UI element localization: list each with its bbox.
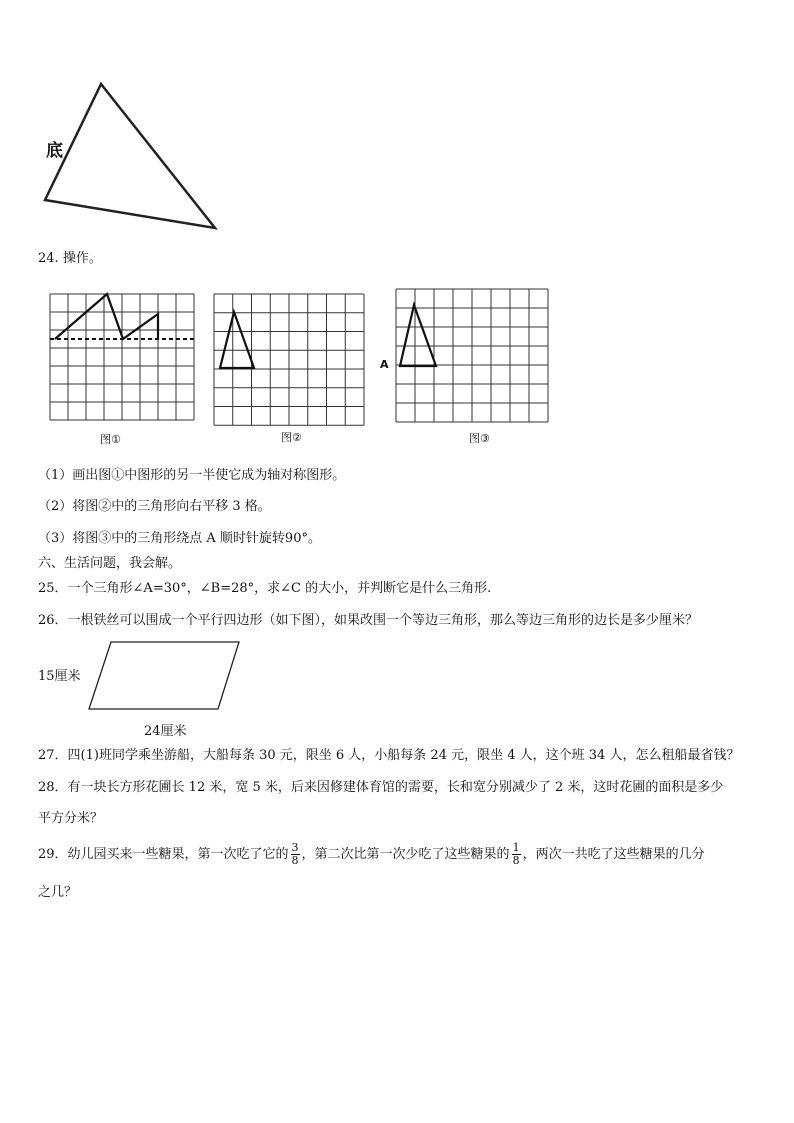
question-24 [38,250,102,268]
question-26: 26．一根铁丝可以围成一个平行四边形（如下图），如果改围一个等边三角形，那么等边三角形的边长是多少厘米？ [38,613,699,628]
fraction-three-eighths: $\frac{3}{8}$ [291,841,299,867]
question-28-line-1: 28．有一块长方形花圃长 12 米，宽 5 米，后来因修建体育馆的需要，长和宽分别减少了 2 米，这时花圃的面积是多少 [38,780,724,795]
grid-caption-3: 图③ [469,432,490,445]
grid-caption-1: 图① [100,433,121,446]
question-29-line-2: 之几？ [38,885,78,900]
grid-caption-2: 图② [281,431,302,444]
question-25: 25．一个三角形∠A=30°，∠B=28°，求∠C 的大小，并判断它是什么三角形. [38,581,492,596]
question-29-part-2: ，第二次比第一次少吃了这些糖果的 [301,847,510,862]
question-24-text: 操作。 [62,251,102,266]
section-6-heading: 六、生活问题，我会解。 [38,556,182,571]
parallelogram-base-label: 24厘米 [144,724,187,739]
fraction-one-eighth: $\frac{1}{8}$ [512,841,520,867]
point-a-label: A [380,358,389,371]
sub-question-1: （1）画出图①中图形的另一半使它成为轴对称图形。 [38,468,346,483]
triangle-base-label: 底 [46,141,63,161]
grid-figure-2 [214,294,364,424]
parallelogram-side-label: 15厘米 [38,669,81,684]
question-27: 27．四(1)班同学乘坐游船，大船每条 30 元，限坐 6 人，小船每条 24 元，限坐 4 人，这个班 34 人，怎么租船最省钱？ [38,748,740,763]
question-29-part-1: 29．幼儿园买来一些糖果，第一次吃了它的 [38,847,289,862]
sub-question-3: （3）将图③中的三角形绕点 A 顺时针旋转90°。 [38,531,321,546]
grid-figure-3 [396,289,556,419]
question-29-part-3: ，两次一共吃了这些糖果的几分 [522,847,705,862]
triangle-figure [0,0,794,240]
grid-figure-1 [50,294,200,424]
question-29-line-1 [38,842,705,867]
parallelogram-figure [0,636,794,716]
sub-question-2: （2）将图②中的三角形向右平移 3 格。 [38,499,271,514]
question-24-number: 24. [38,251,59,266]
question-28-line-2: 平方分米？ [38,811,104,826]
